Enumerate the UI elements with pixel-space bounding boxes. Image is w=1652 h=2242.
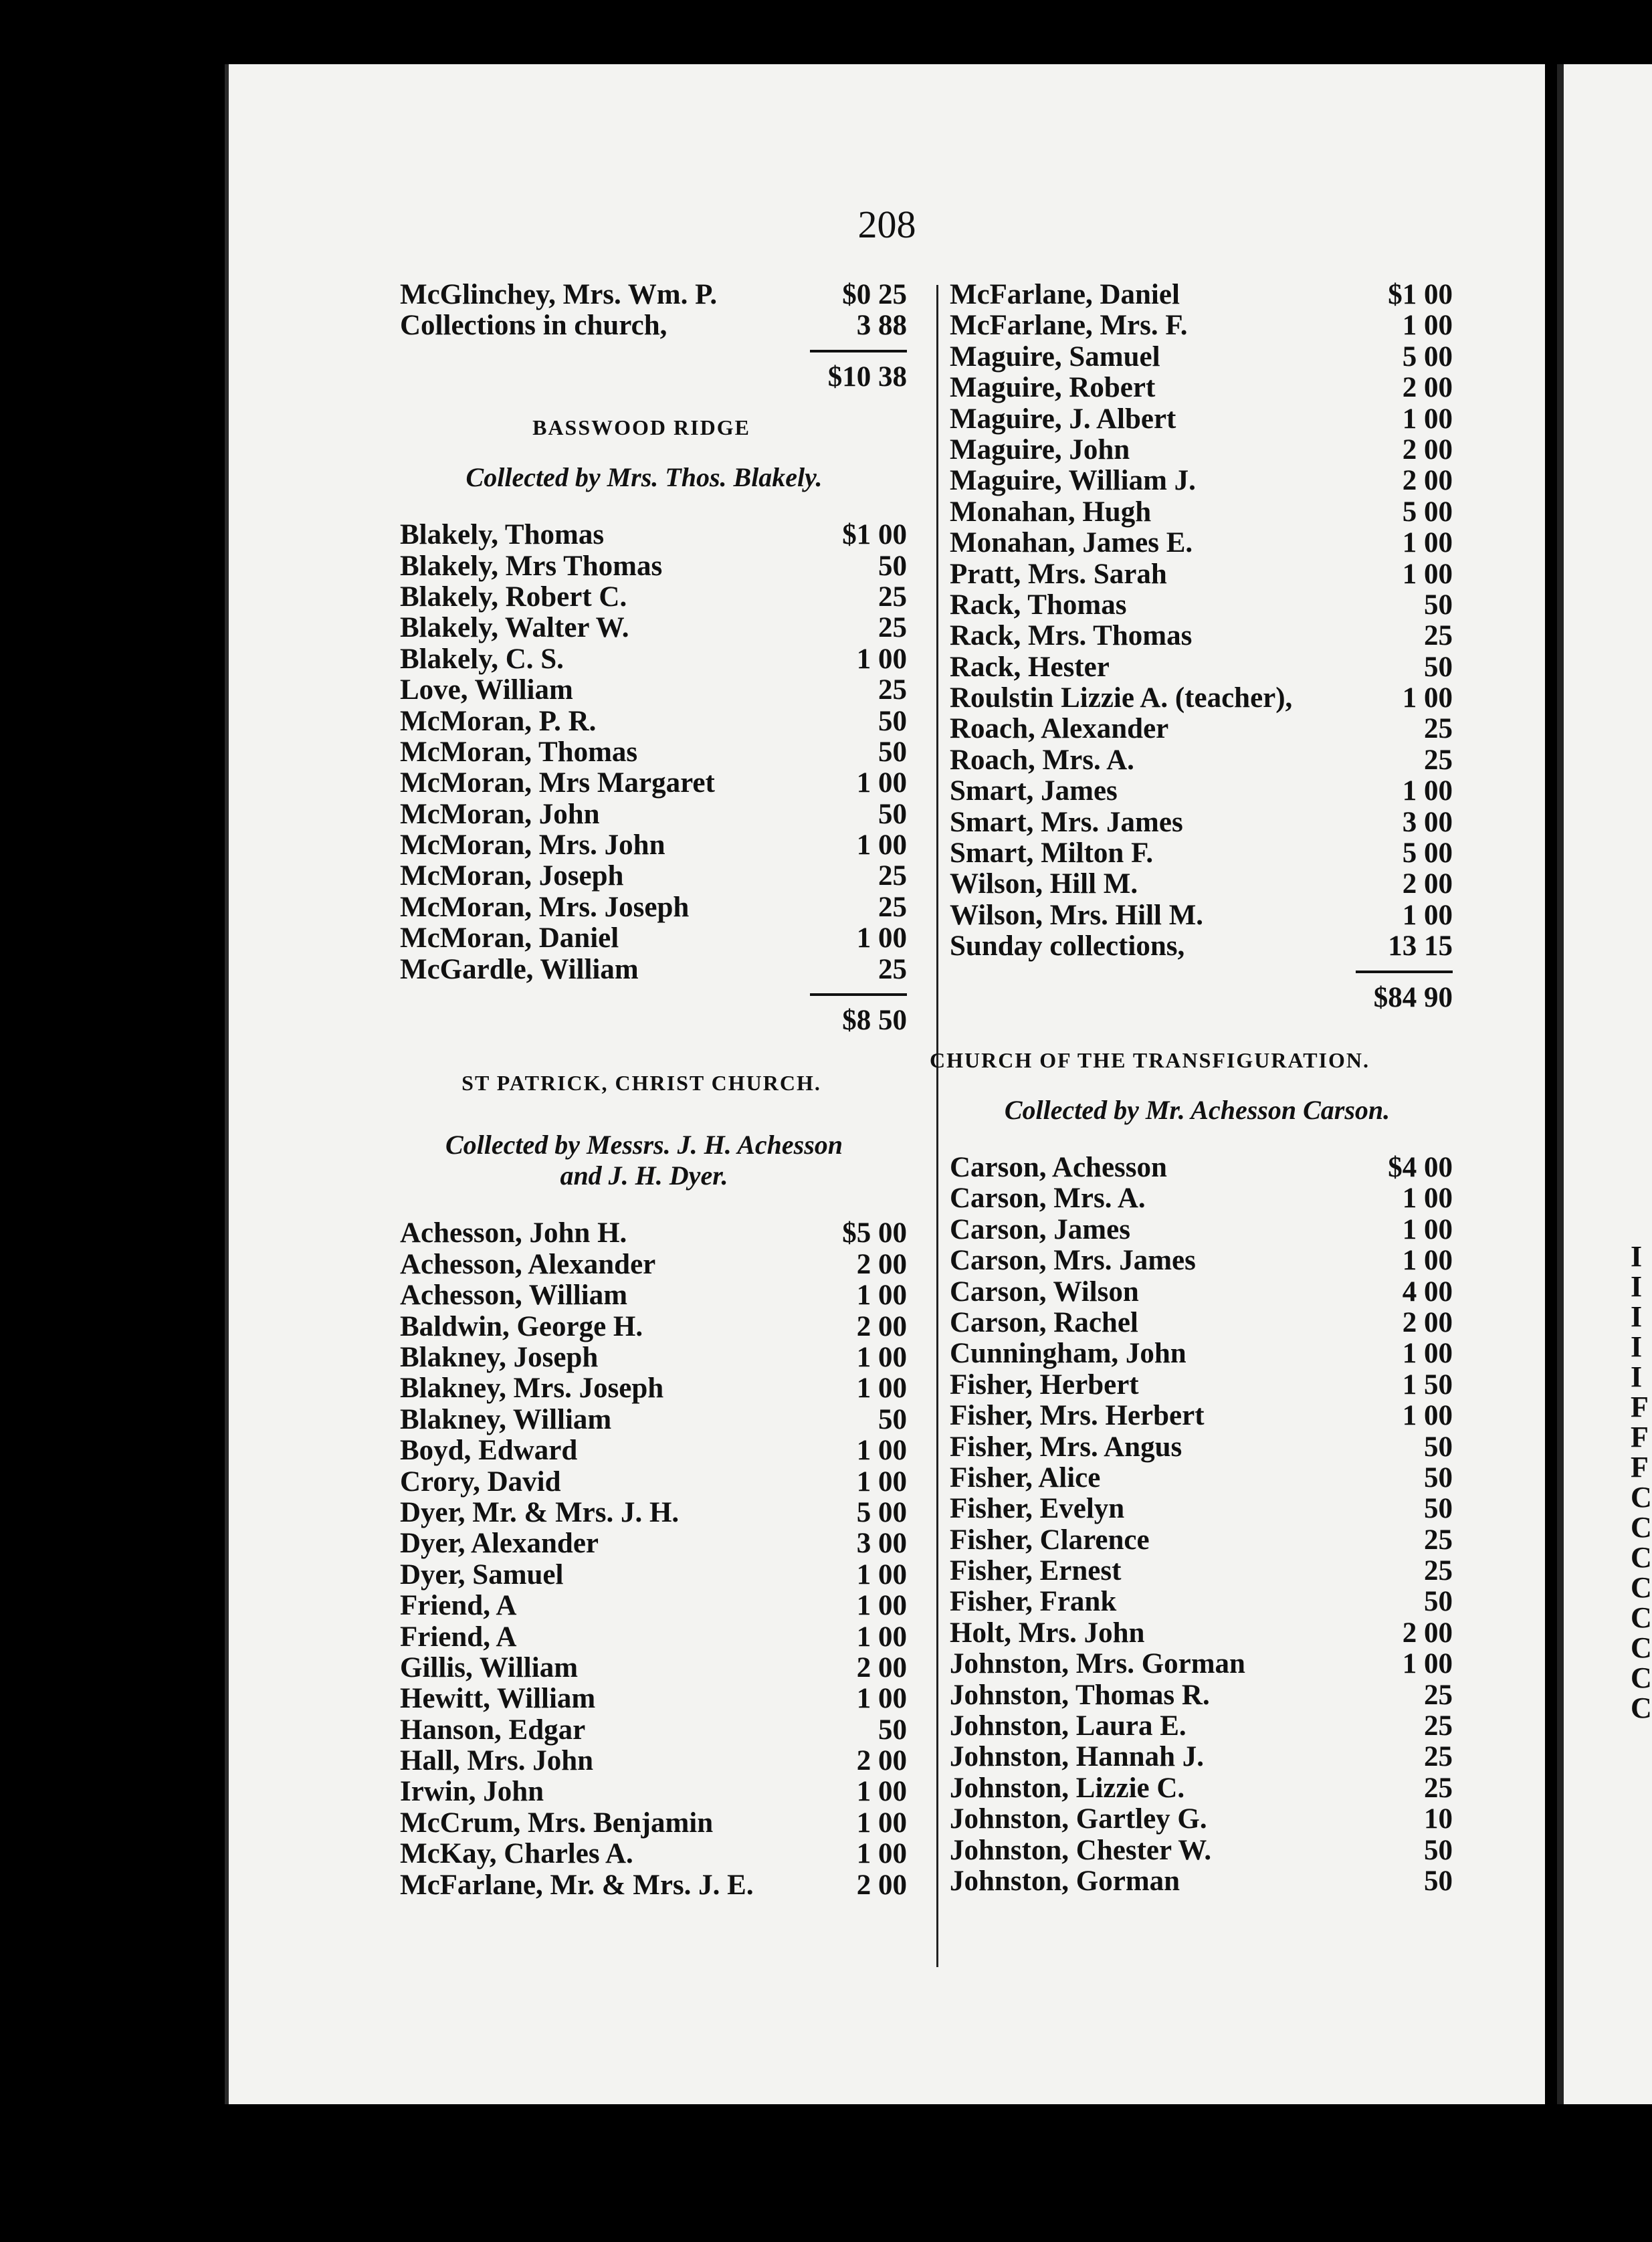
entry-name: Blakely, Walter W. — [400, 612, 629, 644]
entry-name: Achesson, William — [400, 1280, 628, 1312]
entry-name: McMoran, Mrs. John — [400, 829, 665, 861]
entry-name: Hewitt, William — [400, 1683, 596, 1715]
subtotal-row — [400, 362, 907, 393]
entry-amount: 1 00 — [1402, 310, 1453, 342]
entry-amount: 1 00 — [1402, 527, 1453, 559]
entry-amount: 25 — [878, 860, 907, 892]
entry-row — [400, 520, 907, 550]
entry-row — [950, 807, 1453, 838]
edge-letter: C — [1631, 1601, 1652, 1634]
entry-name: McGlinchey, Mrs. Wm. P. — [400, 279, 718, 310]
entry-name: Carson, Achesson — [950, 1151, 1167, 1183]
entry-name: Rack, Mrs. Thomas — [950, 620, 1193, 652]
entry-amount: 25 — [878, 891, 907, 923]
entry-row — [400, 1776, 907, 1807]
entry-amount: 2 00 — [1402, 1617, 1453, 1649]
entry-amount: 25 — [1424, 1555, 1453, 1587]
entry-amount: 25 — [1424, 620, 1453, 652]
entry-row — [950, 497, 1453, 528]
entry-name: Roulstin Lizzie A. (teacher), — [950, 682, 1293, 714]
entry-row — [950, 373, 1453, 403]
entry-name: Johnston, Chester W. — [950, 1834, 1212, 1866]
entry-row — [950, 1432, 1453, 1463]
entry-name: Fisher, Evelyn — [950, 1493, 1125, 1525]
entry-amount: 1 00 — [856, 1776, 907, 1808]
entry-row — [400, 582, 907, 613]
entry-row — [950, 1835, 1453, 1866]
entry-amount: 1 00 — [856, 1341, 907, 1373]
entry-row — [950, 528, 1453, 558]
entry-name: Maguire, J. Albert — [950, 403, 1176, 435]
entry-amount: 1 00 — [1402, 558, 1453, 590]
entry-name: Johnston, Gartley G. — [950, 1803, 1207, 1835]
section-heading-st-patrick: ST PATRICK, CHRIST CHURCH. — [461, 1071, 821, 1096]
entry-row — [400, 1715, 907, 1746]
entry-amount: 1 00 — [1402, 1648, 1453, 1680]
entry-name: Cunningham, John — [950, 1338, 1186, 1370]
entry-name: Carson, Rachel — [950, 1306, 1138, 1338]
entry-name: Carson, Wilson — [950, 1276, 1139, 1308]
entry-amount: 2 00 — [856, 1869, 907, 1901]
edge-letter: C — [1631, 1511, 1652, 1544]
entry-amount: 5 00 — [1402, 837, 1453, 870]
entry-row — [400, 1528, 907, 1559]
entry-amount: 1 00 — [856, 829, 907, 861]
entry-name: Blakney, Joseph — [400, 1341, 599, 1373]
entry-amount: 3 88 — [856, 310, 907, 342]
entry-row — [950, 838, 1453, 869]
entry-row — [950, 1680, 1453, 1711]
entry-name: Blakely, C. S. — [400, 643, 564, 675]
edge-letter: C — [1631, 1571, 1652, 1604]
entry-row — [950, 1183, 1453, 1214]
entry-row — [950, 559, 1453, 590]
entry-name: Dyer, Mr. & Mrs. J. H. — [400, 1496, 680, 1528]
entry-amount: 25 — [1424, 1679, 1453, 1711]
entry-amount: 1 00 — [856, 922, 907, 954]
entry-name: Wilson, Hill M. — [950, 868, 1138, 900]
entry-row — [400, 706, 907, 737]
entry-name: Sunday collections, — [950, 930, 1185, 962]
entry-amount: 25 — [1424, 1524, 1453, 1556]
entry-row — [400, 1498, 907, 1528]
entry-amount: 50 — [878, 798, 907, 830]
entry-amount: 1 00 — [856, 643, 907, 675]
entry-name: Wilson, Mrs. Hill M. — [950, 899, 1204, 931]
entry-row — [400, 1653, 907, 1684]
entry-name: Fisher, Mrs. Herbert — [950, 1400, 1205, 1432]
edge-letter: I — [1631, 1300, 1643, 1333]
subtotal-amount: $84 90 — [1373, 981, 1453, 1013]
entry-amount: 5 00 — [1402, 340, 1453, 373]
entry-name: McKay, Charles A. — [400, 1838, 633, 1870]
entry-row — [400, 1405, 907, 1435]
entry-row — [400, 1808, 907, 1839]
entry-name: Irwin, John — [400, 1776, 544, 1808]
entry-name: Fisher, Mrs. Angus — [950, 1431, 1182, 1463]
entry-name: McMoran, Mrs Margaret — [400, 767, 715, 799]
entry-name: Maguire, John — [950, 433, 1130, 466]
entry-name: McFarlane, Daniel — [950, 279, 1180, 310]
entry-name: Blakely, Thomas — [400, 519, 605, 551]
entry-amount: 25 — [1424, 1710, 1453, 1742]
entry-name: Johnston, Gorman — [950, 1865, 1180, 1897]
entry-amount: 1 00 — [1402, 403, 1453, 435]
entry-name: Johnston, Thomas R. — [950, 1679, 1210, 1711]
entry-row — [400, 1560, 907, 1591]
entry-amount: 2 00 — [856, 1651, 907, 1684]
edge-letter: F — [1631, 1391, 1649, 1423]
entry-name: Maguire, Robert — [950, 372, 1156, 404]
entry-amount: 50 — [878, 1714, 907, 1746]
entry-row — [400, 1839, 907, 1869]
entry-amount: 50 — [878, 1403, 907, 1435]
entry-row — [950, 1804, 1453, 1835]
entry-amount: $1 00 — [842, 519, 907, 551]
entry-name: McMoran, Mrs. Joseph — [400, 891, 690, 923]
entry-row — [950, 1556, 1453, 1587]
entry-amount: $1 00 — [1388, 279, 1453, 310]
entry-amount: 25 — [1424, 1741, 1453, 1773]
entry-amount: 1 00 — [1402, 899, 1453, 931]
entry-row — [400, 1218, 907, 1249]
entry-name: McCrum, Mrs. Benjamin — [400, 1807, 714, 1839]
entry-amount: 1 00 — [856, 1435, 907, 1467]
entry-row — [950, 280, 1453, 310]
entry-row — [400, 1684, 907, 1714]
entry-amount: 1 00 — [1402, 1183, 1453, 1215]
entry-name: Friend, A — [400, 1621, 517, 1653]
total-rule — [400, 985, 907, 1005]
entry-row — [950, 466, 1453, 496]
entry-row — [950, 310, 1453, 341]
entry-row — [950, 931, 1453, 962]
entry-name: Johnston, Mrs. Gorman — [950, 1648, 1245, 1680]
entry-name: Carson, Mrs. A. — [950, 1183, 1146, 1215]
entry-row — [950, 435, 1453, 466]
entry-amount: 1 00 — [856, 1590, 907, 1622]
adjacent-page-edge — [1557, 64, 1652, 2104]
entry-amount: $0 25 — [842, 279, 907, 310]
entry-amount: $5 00 — [842, 1217, 907, 1249]
entry-amount: 50 — [878, 550, 907, 582]
entry-name: Hall, Mrs. John — [400, 1745, 594, 1777]
entry-row — [400, 1622, 907, 1653]
entry-row — [400, 1591, 907, 1621]
entry-row — [400, 310, 907, 341]
entry-row — [400, 1280, 907, 1311]
entry-name: Love, William — [400, 674, 573, 706]
entry-row — [400, 892, 907, 923]
entry-name: Dyer, Samuel — [400, 1558, 564, 1591]
edge-letter: C — [1631, 1692, 1652, 1724]
collector-line: Collected by Mr. Achesson Carson. — [1004, 1094, 1390, 1125]
entry-amount: 1 00 — [856, 1372, 907, 1405]
entry-name: Hanson, Edgar — [400, 1714, 586, 1746]
entry-amount: 50 — [1424, 1586, 1453, 1618]
entry-name: Boyd, Edward — [400, 1435, 578, 1467]
entry-name: Rack, Thomas — [950, 589, 1127, 621]
entry-row — [950, 745, 1453, 776]
entry-amount: 50 — [1424, 1461, 1453, 1494]
collector-line-2: and J. H. Dyer. — [560, 1160, 728, 1191]
entry-row — [950, 1463, 1453, 1494]
entry-row — [950, 1277, 1453, 1308]
entry-name: Smart, Mrs. James — [950, 806, 1183, 838]
entry-name: Roach, Alexander — [950, 713, 1169, 745]
entry-name: Fisher, Herbert — [950, 1368, 1139, 1401]
entry-row — [400, 551, 907, 582]
entry-name: McMoran, Joseph — [400, 860, 624, 892]
entry-amount: 3 00 — [856, 1528, 907, 1560]
entry-amount: 2 00 — [856, 1310, 907, 1342]
entry-amount: 2 00 — [1402, 372, 1453, 404]
entry-row — [950, 1338, 1453, 1369]
entry-row — [400, 280, 907, 310]
entry-amount: 2 00 — [856, 1248, 907, 1280]
entry-name: Blakely, Mrs Thomas — [400, 550, 663, 582]
collector-line: Collected by Messrs. J. H. Achesson — [445, 1130, 843, 1160]
entry-name: Holt, Mrs. John — [950, 1617, 1145, 1649]
entry-amount: 5 00 — [1402, 496, 1453, 528]
entry-amount: 25 — [878, 953, 907, 985]
total-rule — [400, 342, 907, 362]
subtotal-row — [950, 983, 1453, 1013]
entry-amount: 50 — [1424, 1834, 1453, 1866]
entry-row — [400, 768, 907, 799]
entry-amount: 1 50 — [1402, 1368, 1453, 1401]
entry-name: Fisher, Ernest — [950, 1555, 1122, 1587]
edge-letter: I — [1631, 1240, 1643, 1273]
entry-amount: 25 — [878, 674, 907, 706]
entry-name: Fisher, Clarence — [950, 1524, 1150, 1556]
entry-amount: 2 00 — [1402, 465, 1453, 497]
entry-row — [950, 869, 1453, 900]
entry-amount: 25 — [1424, 744, 1453, 776]
entry-amount: 1 00 — [1402, 1213, 1453, 1245]
entry-amount: 50 — [878, 705, 907, 737]
section-heading-transfiguration: CHURCH OF THE TRANSFIGURATION. — [930, 1047, 1370, 1072]
entry-row — [950, 404, 1453, 435]
right-column — [930, 280, 1545, 1897]
entry-amount: 1 00 — [856, 1838, 907, 1870]
entry-name: Johnston, Lizzie C. — [950, 1772, 1185, 1804]
entry-amount: 3 00 — [1402, 806, 1453, 838]
edge-letter: C — [1631, 1631, 1652, 1664]
entry-row — [400, 1373, 907, 1404]
entry-amount: 50 — [878, 736, 907, 768]
entry-row — [950, 1866, 1453, 1897]
entry-row — [950, 1742, 1453, 1772]
entry-amount: 25 — [1424, 1772, 1453, 1804]
entry-amount: 1 00 — [856, 1465, 907, 1498]
entry-row — [950, 683, 1453, 714]
entry-row — [950, 652, 1453, 683]
entry-name: Maguire, Samuel — [950, 340, 1160, 373]
entry-name: Johnston, Hannah J. — [950, 1741, 1204, 1773]
section-heading-basswood-ridge: BASSWOOD RIDGE — [532, 415, 750, 440]
entry-amount: 25 — [878, 581, 907, 613]
entry-name: Monahan, Hugh — [950, 496, 1152, 528]
entry-row — [400, 613, 907, 643]
entry-name: Smart, Milton F. — [950, 837, 1154, 870]
entry-row — [400, 1870, 907, 1901]
entry-row — [950, 1618, 1453, 1649]
subtotal-amount: $10 38 — [827, 361, 907, 393]
entry-amount: 1 00 — [1402, 682, 1453, 714]
entry-row — [950, 1587, 1453, 1617]
entry-name: McMoran, P. R. — [400, 705, 597, 737]
page-number: 208 — [857, 203, 916, 246]
entry-row — [400, 1435, 907, 1466]
entry-amount: 25 — [1424, 713, 1453, 745]
entry-name: Gillis, William — [400, 1651, 579, 1684]
entry-row — [400, 861, 907, 892]
entry-amount: 1 00 — [1402, 775, 1453, 807]
entry-row — [950, 590, 1453, 621]
entry-row — [400, 830, 907, 861]
entry-amount: 10 — [1424, 1803, 1453, 1835]
entry-row — [950, 1525, 1453, 1556]
edge-letter: I — [1631, 1330, 1643, 1363]
book-page — [225, 64, 1545, 2104]
entry-amount: 2 00 — [1402, 1306, 1453, 1338]
entry-name: Smart, James — [950, 775, 1118, 807]
edge-letter: I — [1631, 1270, 1643, 1303]
entry-row — [950, 621, 1453, 651]
entry-amount: 2 00 — [1402, 868, 1453, 900]
entry-row — [950, 1152, 1453, 1183]
entry-name: McMoran, Daniel — [400, 922, 619, 954]
entry-name: Carson, Mrs. James — [950, 1245, 1196, 1277]
entry-row — [400, 1249, 907, 1280]
entry-row — [400, 1312, 907, 1342]
adjacent-page-rule — [1557, 64, 1564, 2104]
entry-row — [950, 1401, 1453, 1431]
entry-row — [400, 923, 907, 954]
entry-name: Johnston, Laura E. — [950, 1710, 1186, 1742]
entry-amount: 25 — [878, 612, 907, 644]
entry-name: Blakney, William — [400, 1403, 612, 1435]
collector-line: Collected by Mrs. Thos. Blakely. — [466, 462, 823, 493]
entry-amount: 1 00 — [856, 1280, 907, 1312]
entry-row — [950, 1649, 1453, 1679]
edge-letter: F — [1631, 1451, 1649, 1484]
entry-amount: 1 00 — [856, 1807, 907, 1839]
entry-name: Achesson, Alexander — [400, 1248, 656, 1280]
entry-name: Roach, Mrs. A. — [950, 744, 1134, 776]
entry-name: Dyer, Alexander — [400, 1528, 599, 1560]
entry-row — [950, 776, 1453, 807]
entry-amount: 1 00 — [856, 1558, 907, 1591]
entry-row — [950, 1773, 1453, 1804]
entry-name: Maguire, William J. — [950, 465, 1196, 497]
entry-row — [950, 1215, 1453, 1245]
entry-name: Blakney, Mrs. Joseph — [400, 1372, 664, 1405]
adjacent-page-letters — [1631, 1241, 1652, 1723]
entry-name: Rack, Hester — [950, 651, 1110, 683]
entry-amount: 1 00 — [856, 767, 907, 799]
entry-name: Collections in church, — [400, 310, 667, 342]
entry-amount: 50 — [1424, 651, 1453, 683]
edge-letter: F — [1631, 1421, 1649, 1453]
section-total-row — [400, 1005, 907, 1036]
entry-amount: 2 00 — [856, 1745, 907, 1777]
entry-amount: $4 00 — [1388, 1151, 1453, 1183]
entry-name: McFarlane, Mr. & Mrs. J. E. — [400, 1869, 754, 1901]
edge-letter: C — [1631, 1481, 1652, 1514]
entry-name: McGardle, William — [400, 953, 639, 985]
entry-row — [400, 1342, 907, 1373]
entry-amount: 1 00 — [856, 1683, 907, 1715]
entry-row — [400, 675, 907, 706]
entry-row — [950, 1245, 1453, 1276]
entry-name: Carson, James — [950, 1213, 1130, 1245]
entry-name: Baldwin, George H. — [400, 1310, 643, 1342]
section-total-amount: $8 50 — [842, 1005, 907, 1037]
entry-amount: 2 00 — [1402, 433, 1453, 466]
edge-letter: C — [1631, 1661, 1652, 1694]
entry-name: McMoran, Thomas — [400, 736, 638, 768]
entry-amount: 1 00 — [856, 1621, 907, 1653]
entry-name: Blakely, Robert C. — [400, 581, 627, 613]
entry-amount: 50 — [1424, 589, 1453, 621]
entry-name: Friend, A — [400, 1590, 517, 1622]
entry-amount: 13 15 — [1388, 930, 1453, 962]
entry-row — [950, 342, 1453, 373]
entry-row — [400, 1467, 907, 1498]
entry-row — [950, 1494, 1453, 1524]
entry-amount: 50 — [1424, 1431, 1453, 1463]
entry-amount: 1 00 — [1402, 1338, 1453, 1370]
entry-name: McFarlane, Mrs. F. — [950, 310, 1188, 342]
entry-row — [950, 1711, 1453, 1742]
entry-row — [950, 714, 1453, 744]
total-rule — [930, 962, 1453, 983]
entry-amount: 1 00 — [1402, 1245, 1453, 1277]
entry-row — [400, 1746, 907, 1776]
entry-row — [400, 737, 907, 768]
entry-row — [950, 1308, 1453, 1338]
entry-amount: 50 — [1424, 1493, 1453, 1525]
entry-name: Crory, David — [400, 1465, 561, 1498]
entry-name: Fisher, Alice — [950, 1461, 1101, 1494]
entry-name: Pratt, Mrs. Sarah — [950, 558, 1167, 590]
entry-name: Monahan, James E. — [950, 527, 1193, 559]
entry-row — [400, 954, 907, 985]
entry-amount: 4 00 — [1402, 1276, 1453, 1308]
entry-name: Fisher, Frank — [950, 1586, 1117, 1618]
entry-amount: 5 00 — [856, 1496, 907, 1528]
entry-row — [400, 799, 907, 830]
entry-amount: 1 00 — [1402, 1400, 1453, 1432]
entry-row — [400, 644, 907, 675]
entry-row — [950, 1370, 1453, 1401]
entry-name: Achesson, John H. — [400, 1217, 627, 1249]
edge-letter: C — [1631, 1541, 1652, 1574]
entry-amount: 50 — [1424, 1865, 1453, 1897]
entry-name: McMoran, John — [400, 798, 600, 830]
entry-row — [950, 900, 1453, 931]
edge-letter: I — [1631, 1360, 1643, 1393]
